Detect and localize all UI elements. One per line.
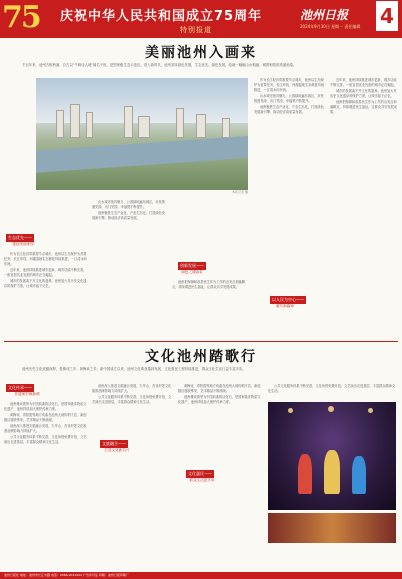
- paragraph: 池州傩戏被誉为中国戏曲的活化石，是国家级非物质文化遗产，池州持续加大保护传承力度。: [178, 395, 261, 404]
- masthead-banner: [0, 0, 402, 38]
- article1-lead: 千百年来，池州古称秋浦，自古以"千载诗人地"闻名于世，是国家级生态示范区。进入新时代，池州坚持绿色发展，生态优先、绿色发展，绘就一幅幅山水相融、城景相依的美丽画卷。: [22, 63, 297, 67]
- section-sub: 群众生活更多彩: [189, 478, 215, 482]
- anniversary-number: 75: [2, 0, 40, 35]
- paragraph: 作为长江经济带重要节点城市，池州以生态保护为首要任务，长江岸线、河湖湿地生态修复持续推进，一江清水向东流。: [254, 78, 325, 92]
- article1-col-5: [330, 78, 398, 338]
- section-heading: 生态优先——: [8, 235, 32, 240]
- photo-credit: 本报记者 摄: [232, 190, 248, 194]
- article2-col-1: [4, 402, 88, 568]
- section-heading: 创新发展——: [180, 263, 204, 268]
- page-number: 4: [376, 1, 398, 31]
- performer: [298, 454, 312, 494]
- building: [138, 116, 150, 138]
- paragraph: 池州把保障和改善民生作为工作的出发点和落脚点，持续增进民生福祉，让群众共享发展成果。: [172, 280, 245, 289]
- paragraph: 池州深入推进文旅融合发展，九华山、杏花村等文化旅游品牌影响力持续扩大。: [4, 424, 87, 433]
- paragraph: 近年来，池州持续推进城市更新，城市功能不断完善，一座宜居宜业宜游的城市正在崛起。: [4, 268, 87, 277]
- stage-light: [368, 408, 373, 413]
- section-heading: 文化惠民——: [188, 471, 212, 476]
- performer: [352, 456, 366, 494]
- paragraph: 近年来，池州持续推进城市更新，城市功能不断完善，一座宜居宜业宜游的城市正在崛起。: [330, 78, 397, 87]
- article2-lead: 池州历史文化底蕴深厚，是傩戏之乡、黄梅戏之乡。新中国成立以来，池州文化事业蓬勃发展，文化惠民工程持续推进，群众文化生活日益丰富多彩。: [22, 367, 246, 371]
- paragraph: 公共文化服务体系不断完善，文化场馆免费开放，文艺演出走进基层，丰富群众精神文化生活。: [268, 384, 396, 393]
- building: [222, 118, 230, 138]
- article2-col-3: [178, 384, 262, 568]
- section-sub: 谱写新篇章: [276, 304, 294, 308]
- section-sub: 打造文化新名片: [104, 448, 130, 452]
- performer: [324, 450, 340, 494]
- masthead-subtitle: 特别报道: [180, 26, 212, 34]
- stage-light: [288, 408, 293, 413]
- masthead-title: 庆祝中华人民共和国成立75周年: [60, 9, 263, 24]
- paragraph: 山水城市独具魅力，公园绿地遍布城区，市民推窗见绿、出门见园，幸福感不断提升。: [92, 200, 165, 209]
- building: [176, 108, 184, 138]
- building: [86, 112, 93, 138]
- building: [56, 110, 64, 138]
- paragraph: 池州傩戏被誉为中国戏曲的活化石，是国家级非物质文化遗产，池州持续加大保护传承力度。: [4, 402, 87, 411]
- article2-col-2: [92, 384, 174, 568]
- section-heading: 文旅融合——: [102, 441, 126, 446]
- paragraph: 公共文化服务体系不断完善，文化场馆免费开放，文艺演出走进基层，丰富群众精神文化生活。: [92, 395, 172, 404]
- river: [36, 135, 248, 174]
- footer: 池州日报社 地址：池州市长江中路 电话：0566-2022222 广告许可证 印刷：池州日报印刷厂: [0, 572, 402, 579]
- opera-photo: [268, 513, 396, 543]
- newspaper-logo: 池州日报: [300, 8, 349, 22]
- paragraph: 山水城市独具魅力，公园绿地遍布城区，市民推窗见绿、出门见园，幸福感不断提升。: [254, 94, 324, 103]
- paragraph: 黄梅戏、青阳腔等地方戏曲在池州大地传唱不息，新创剧目屡获殊荣，艺术精品不断涌现。: [4, 413, 87, 422]
- paragraph: 作为长江经济带重要节点城市，池州以生态保护为首要任务，长江岸线、河湖湿地生态修复持续推进，一江清水向东流。: [4, 252, 87, 266]
- section-sub: 绿色之城添彩: [181, 270, 203, 274]
- paragraph: 池州聚焦生态产业化、产业生态化，打造绿色发展新引擎，推动经济高质量发展。: [254, 105, 324, 114]
- stage-light: [328, 406, 334, 412]
- stage-performance-photo: [268, 402, 396, 510]
- building: [196, 114, 206, 138]
- paragraph: 黄梅戏、青阳腔等地方戏曲在池州大地传唱不息，新创剧目屡获殊荣，艺术精品不断涌现。: [178, 384, 261, 393]
- paragraph: 池州聚焦生态产业化、产业生态化，打造绿色发展新引擎，推动经济高质量发展。: [92, 211, 165, 220]
- article1-col-1: [4, 252, 88, 338]
- headline-cultural-chizhou: 文化池州踏歌行: [145, 349, 257, 365]
- article1-col-3: [172, 280, 248, 338]
- headline-beautiful-chizhou: 美丽池州入画来: [145, 45, 257, 61]
- article1-col-2: [92, 200, 168, 338]
- paragraph: 城市的发展离不开文化的滋养。池州加大对历史文化遗存的保护力度，让城市留下记忆。: [4, 279, 87, 288]
- building: [70, 104, 80, 138]
- paragraph: 池州深入推进文旅融合发展，九华山、杏花村等文化旅游品牌影响力持续扩大。: [92, 384, 172, 393]
- section-sub: 建设美丽家园: [12, 242, 34, 246]
- section-heading: 以人民为中心——: [272, 297, 304, 302]
- building: [124, 106, 133, 138]
- paragraph: 城市的发展离不开文化的滋养。池州加大对历史文化遗存的保护力度，让城市留下记忆。: [330, 89, 397, 98]
- section-sub: 非遗保护焕新颜: [14, 392, 40, 396]
- paragraph: 公共文化服务体系不断完善，文化场馆免费开放，文艺演出走进基层，丰富群众精神文化生活。: [4, 435, 87, 444]
- section-heading: 文化传承——: [8, 385, 32, 390]
- article2-col-4: [268, 384, 398, 400]
- paragraph: 池州把保障和改善民生作为工作的出发点和落脚点，持续增进民生福祉，让群众共享发展成果。: [330, 100, 397, 114]
- city-aerial-photo: [36, 78, 248, 190]
- masthead-meta: 2024年9月30日 星期一 责任编辑: [300, 24, 361, 29]
- section-divider: [4, 341, 398, 342]
